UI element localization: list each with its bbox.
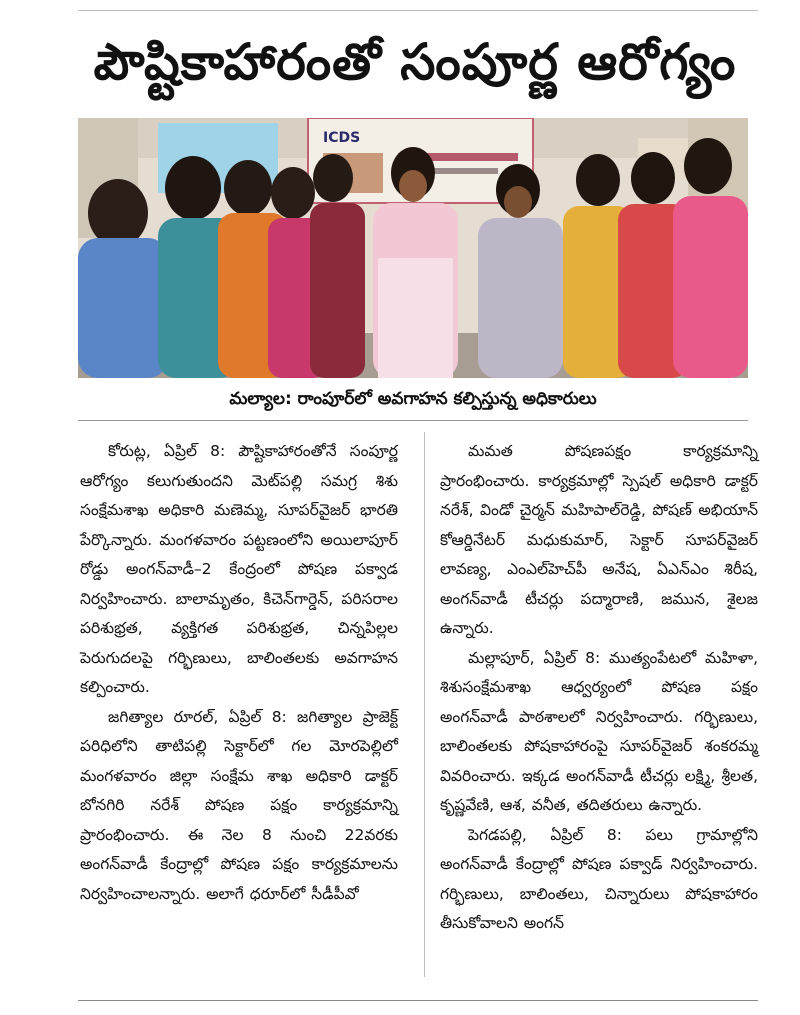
- photo-caption: మల్యాల: రాంపూర్‌లో అవగాహన కల్పిస్తున్న అధికారులు: [229, 389, 597, 409]
- article-paragraph: మమత పోషణపక్షం కార్యక్రమాన్ని ప్రారంభించారు. కార్యక్రమాల్లో స్పెషల్ అధికారి డాక్టర్ నరేశ్, విండో చైర్మన్ మహిపాల్‌రెడ్డి, పోషణ్ అభియాన్ కోఆర్డినేటర్ మధుకుమార్, సెక్టార్ సూపర్‌వైజర్ లావణ్య, ఎంఎల్‌హెచ్‌పీ అనేష, ఏఎన్ఎం శిరీష, అంగన్‌వాడీ టీచర్లు పద్మారాణి, జమున, శైలజ ఉన్నారు.: [440, 442, 758, 637]
- top-rule: [78, 10, 758, 11]
- banner-text: ICDS: [323, 130, 361, 146]
- article-column-left: [80, 437, 398, 909]
- headline: పౌష్టికాహారంతో సంపూర్ణ ఆరోగ్యం: [93, 33, 737, 91]
- article-column-right: [440, 437, 758, 939]
- article-paragraph: మల్లాపూర్, ఏప్రిల్ 8: ముత్యంపేటలో మహిళా, శిశుసంక్షేమశాఖ ఆధ్వర్యంలో పోషణ పక్షం అంగన్‌వాడీ పాఠశాలలో నిర్వహించారు. గర్భిణులు, బాలింతలకు పోషకాహారంపై సూపర్‌వైజర్ శంకరమ్మ వివరించారు. ఇక్కడ అంగన్‌వాడీ టీచర్లు లక్ష్మి, శ్రీలత, కృష్ణవేణి, ఆశ, వనీత, తదితరులు ఉన్నారు.: [440, 648, 758, 814]
- news-photo-illustration: [78, 118, 748, 378]
- article-paragraph: కోరుట్ల, ఏప్రిల్ 8: పౌష్టికాహారంతోనే సంపూర్ణ ఆరోగ్యం కలుగుతుందని మెట్‌పల్లి సమగ్ర శిశు సంక్షేమశాఖ అధికారి మణెమ్మ, సూపర్‌వైజర్ భారతి పేర్కొన్నారు. మంగళవారం పట్టణంలోని అయిలాపూర్ రోడ్డు అంగన్‌వాడీ–2 కేంద్రంలో పోషణ పక్వాడ నిర్వహించారు. బాలామృతం, కిచెన్‌గార్డెన్, పరిసరాల పరిశుభ్రత, వ్యక్తిగత పరిశుభ్రత, చిన్నపిల్లల పెరుగుదలపై గర్భిణులు, బాలింతలకు అవగాహన కల్పించారు.: [80, 442, 398, 696]
- caption-rule: [78, 420, 748, 421]
- article-paragraph: పెగడపల్లి, ఏప్రిల్ 8: పలు గ్రామాల్లోని అంగన్‌వాడీ కేంద్రాల్లో పోషణ పక్వాడ్ నిర్వహించారు. గర్భిణులు, బాలింతలు, చిన్నారులు పోషకాహారం తీసుకోవాలని అంగన్: [440, 825, 758, 932]
- bottom-rule: [78, 1000, 758, 1001]
- news-photo: [78, 118, 748, 378]
- people-group: [78, 138, 748, 378]
- column-divider: [424, 432, 425, 977]
- article-paragraph: జగిత్యాల రూరల్, ఏప్రిల్ 8: జగిత్యాల ప్రాజెక్ట్ పరిధిలోని తాటిపల్లి సెక్టార్‌లో గల మోరపెల్లిలో మంగళవారం జిల్లా సంక్షేమ శాఖ అధికారి డాక్టర్ బోనగిరి నరేశ్ పోషణ పక్షం కార్యక్రమాన్ని ప్రారంభించారు. ఈ నెల 8 నుంచి 22వరకు అంగన్‌వాడీ కేంద్రాల్లో పోషణ పక్షం కార్యక్రమాలను నిర్వహించాలన్నారు. అలాగే ధరూర్‌లో సీడీపీవో: [80, 707, 398, 903]
